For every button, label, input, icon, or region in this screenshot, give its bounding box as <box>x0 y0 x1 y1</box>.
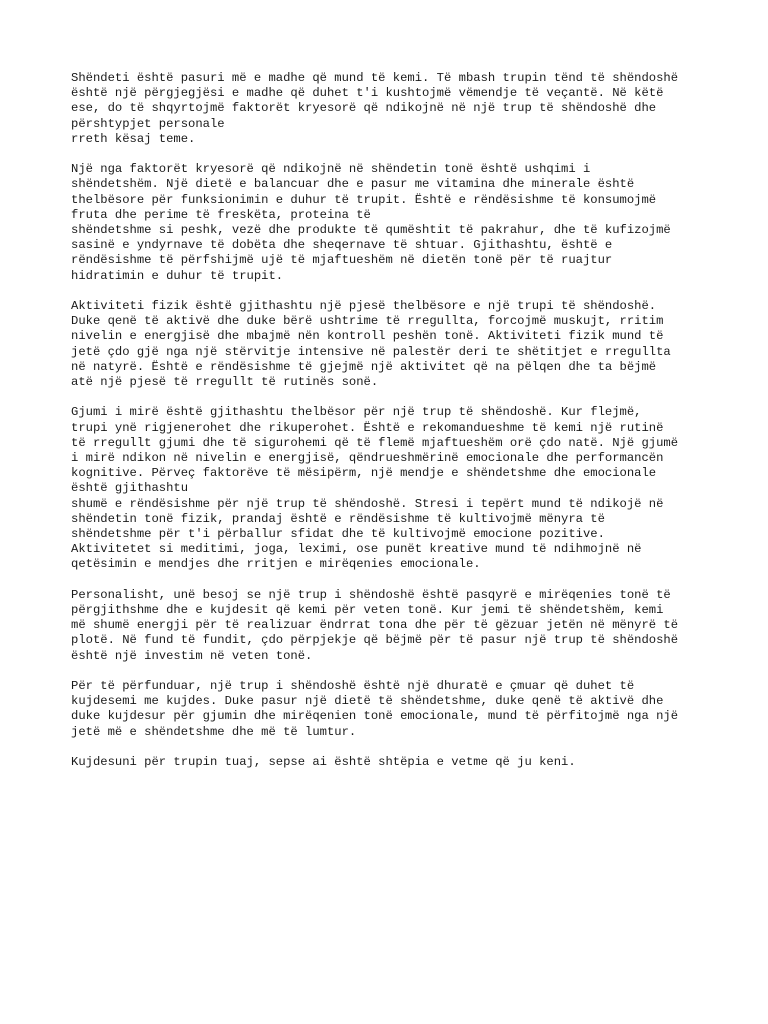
text-line: Gjumi i mirë është gjithashtu thelbësor për një trup të shëndoshë. Kur flejmë, <box>71 405 642 420</box>
text-line: thelbësore për funksionimin e duhur të trupit. Është e rëndësishme të konsumojmë <box>71 192 657 207</box>
text-line: qetësimin e mendjes dhe rritjen e mirëqenies emocionale. <box>71 557 481 572</box>
text-line: të rregullt gjumi dhe të sigurohemi që të flemë mjaftueshëm orë çdo natë. Një gjumë <box>71 435 679 450</box>
text-line: Shëndeti është pasuri më e madhe që mund të kemi. Të mbash trupin tënd të shëndoshë <box>71 71 679 85</box>
text-line: në natyrë. Është e rëndësishme të gjejmë një aktivitet që na pëlqen dhe ta bëjmë <box>71 359 657 374</box>
text-line: Duke qenë të aktivë dhe duke bërë ushtrime të rregullta, forcojmë muskujt, rritim <box>71 314 664 329</box>
text-line: Personalisht, unë besoj se një trup i shëndoshë është pasqyrë e mirëqenies tonë të <box>71 587 671 602</box>
text-line: fruta dhe perime të freskëta, proteina të <box>71 207 371 222</box>
text-line: Një nga faktorët kryesorë që ndikojnë në shëndetin tonë është ushqimi i <box>71 162 591 177</box>
text-line: sasinë e yndyrnave të dobëta dhe sheqernave të shtuar. Gjithashtu, është e <box>71 238 613 253</box>
text-line: shëndetshme për t'i përballur sfidat dhe të kultivojmë emocione pozitive. <box>71 527 605 542</box>
text-line: shëndetshëm. Një dietë e balancuar dhe e pasur me vitamina dhe minerale është <box>71 177 635 192</box>
text-line: Aktivitetet si meditimi, joga, leximi, ose punët kreative mund të ndihmojnë në <box>71 542 642 557</box>
text-line: është një investim në veten tonë. <box>71 648 313 663</box>
text-line: jetë çdo gjë nga një stërvitje intensive në palestër deri te shëtitjet e rregullta <box>71 344 671 359</box>
paragraph <box>71 588 711 664</box>
text-line: shumë e rëndësishme për një trup të shëndoshë. Stresi i tepërt mund të ndikojë në <box>71 496 664 511</box>
document-page <box>71 71 711 785</box>
paragraph <box>71 162 711 284</box>
text-line: atë një pjesë të rregullt të rutinës sonë. <box>71 375 379 390</box>
text-line: trupi ynë rigjenerohet dhe rikuperohet. Është e rekomandueshme të kemi një rutinë <box>71 420 664 435</box>
text-line: përgjithshme dhe e kujdesit që kemi për veten tonë. Kur jemi të shëndetshëm, kemi <box>71 603 664 618</box>
text-line: rëndësishme të përfshijmë ujë të mjaftueshëm në dietën tonë për të ruajtur <box>71 253 613 268</box>
text-line: shëndetin tonë fizik, prandaj është e rëndësishme të kultivojmë mënyra të <box>71 511 605 526</box>
text-line: i mirë ndikon në nivelin e energjisë, qëndrueshmërinë emocionale dhe performancën <box>71 451 664 466</box>
text-line: plotë. Në fund të fundit, çdo përpjekje që bëjmë për të pasur një trup të shëndoshë <box>71 633 679 648</box>
text-line: është një përgjegjësi e madhe që duhet t'i kushtojmë vëmendje të veçantë. Në këtë <box>71 86 664 101</box>
text-line: Për të përfunduar, një trup i shëndoshë është një dhuratë e çmuar që duhet të <box>71 679 635 694</box>
text-line: më shumë energji për të realizuar ëndrrat tona dhe për të gëzuar jetën në mënyrë të <box>71 618 679 633</box>
text-line: nivelin e energjisë dhe mbajmë nën kontroll peshën tonë. Aktiviteti fizik mund të <box>71 329 664 344</box>
text-line: përshtypjet personale <box>71 116 225 131</box>
text-line: duke kujdesur për gjumin dhe mirëqenien tonë emocionale, mund të përfitojmë nga një <box>71 709 679 724</box>
paragraph <box>71 755 711 770</box>
text-line: Kujdesuni për trupin tuaj, sepse ai është shtëpia e vetme që ju keni. <box>71 755 576 770</box>
text-line: ese, do të shqyrtojmë faktorët kryesorë që ndikojnë në një trup të shëndoshë dhe <box>71 101 657 116</box>
paragraph <box>71 299 711 390</box>
text-line: rreth kësaj teme. <box>71 131 196 146</box>
text-line: është gjithashtu <box>71 481 189 496</box>
paragraph <box>71 679 711 740</box>
text-line: hidratimin e duhur të trupit. <box>71 268 284 283</box>
text-line: jetë më e shëndetshme dhe më të lumtur. <box>71 724 357 739</box>
text-line: Aktiviteti fizik është gjithashtu një pjesë thelbësore e një trupi të shëndoshë. <box>71 299 657 314</box>
paragraph <box>71 71 711 147</box>
paragraph <box>71 405 711 572</box>
text-line: shëndetshme si peshk, vezë dhe produkte të qumështit të pakrahur, dhe të kufizojmë <box>71 223 671 238</box>
text-line: kognitive. Përveç faktorëve të mësipërm, një mendje e shëndetshme dhe emocionale <box>71 466 657 481</box>
text-line: kujdesemi me kujdes. Duke pasur një dietë të shëndetshme, duke qenë të aktivë dhe <box>71 694 664 709</box>
